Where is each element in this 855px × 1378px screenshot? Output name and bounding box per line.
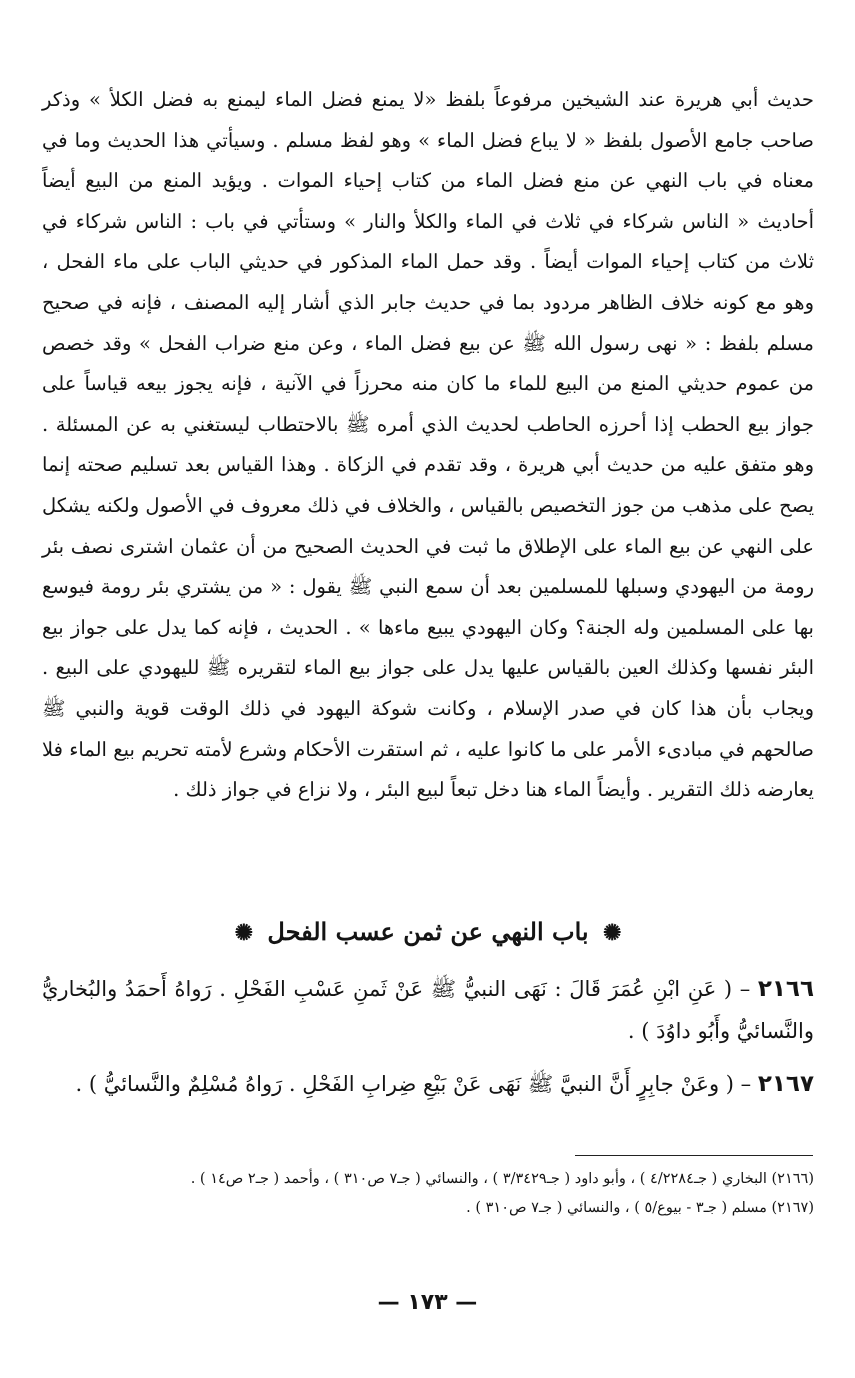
chapter-title: باب النهي عن ثمن عسب الفحل xyxy=(267,917,589,946)
commentary-paragraph: حديث أبي هريرة عند الشيخين مرفوعاً بلفظ «لا يمنع فضل الماء ليمنع به فضل الكلأ » وذكر صاحب جامع الأصول بلفظ « لا يباع فضل الماء » وهو لفظ مسلم . وسيأتي هذا الحديث وما في معناه في باب النهي عن منع فضل الماء من كتاب إحياء الموات . ويؤيد المنع من البيع أيضاً أحاديث « الناس شركاء في ثلاث في الماء والكلأ والنار » وستأتي في باب : الناس شركاء في ثلاث من كتاب إحياء الموات أيضاً . وقد حمل الماء المذكور في حديثي الباب على ماء الفحل ، وهو مع كونه خلاف الظاهر مردود بما في حديث جابر الذي أشار إليه المصنف ، فإنه في صحيح مسلم بلفظ : « نهى رسول الله ﷺ عن بيع فضل الماء ، وعن منع ضراب الفحل » وقد خصص من عموم حديثي المنع من البيع للماء ما كان منه محرزاً في الآنية ، فإنه يجوز بيعه قياساً على جواز بيع الحطب إذا أحرزه الحاطب لحديث الذي أمره ﷺ بالاحتطاب ليستغني به عن المسئلة . وهو متفق عليه من حديث أبي هريرة ، وقد تقدم في الزكاة . وهذا القياس بعد تسليم صحته إنما يصح على مذهب من جوز التخصيص بالقياس ، والخلاف في ذلك معروف في الأصول ولكنه يشكل على النهي عن بيع الماء على الإطلاق ما ثبت في الحديث الصحيح من أن عثمان اشترى نصف بئر رومة من اليهودي وسبلها للمسلمين بعد أن سمع النبي ﷺ يقول : « من يشتري بئر رومة فيوسع بها على المسلمين وله الجنة؟ وكان اليهودي يبيع ماءها » . الحديث ، فإنه كما يدل على جواز بيع البئر نفسها وكذلك العين بالقياس عليها يدل على جواز بيع الماء لتقريره ﷺ لليهودي على البيع . ويجاب بأن هذا كان في صدر الإسلام ، وكانت شوكة اليهود في ذلك الوقت قوية والنبي ﷺ صالحهم في مبادىء الأمر على ما كانوا عليه ، ثم استقرت الأحكام وشرع لأمته تحريم بيع الماء فلا يعارضه ذلك التقرير . وأيضاً الماء هنا دخل تبعاً لبيع البئر ، ولا نزاع في جواز ذلك . xyxy=(42,88,814,802)
footnote: (٢١٦٦) البخاري ( جـ٤/٢٢٨٤ ) ، وأبو داود ( جـ٣/٣٤٢٩ ) ، والنسائي ( جـ٧ ص٣١٠ ) ، وأحمد ( جـ٢ ص١٤ ) . xyxy=(190,1171,814,1187)
star-ornament-icon: ✺ xyxy=(234,920,254,946)
footnote: (٢١٦٧) مسلم ( جـ٣ - بيوع/٥ ) ، والنسائي ( جـ٧ ص٣١٠ ) . xyxy=(466,1200,814,1216)
hadith-entry xyxy=(42,968,814,1052)
hadith-text: ( وعَنْ جابِرٍ أَنَّ النبيَّ ﷺ نَهَى عَنْ بَيْعِ ضِرابِ الفَحْلِ . رَواهُ مُسْلِمٌ والنَّسائيُّ ) . xyxy=(75,1072,734,1096)
footnotes xyxy=(42,1165,814,1223)
star-ornament-icon: ✺ xyxy=(602,920,622,946)
hadith-number: ٢١٦٧ xyxy=(757,1071,814,1097)
chapter-heading xyxy=(42,910,814,955)
commentary-text xyxy=(42,80,814,811)
page-number: — ١٧٣ — xyxy=(377,1290,478,1315)
hadith-number: ٢١٦٦ xyxy=(757,976,815,1002)
hadith-dash: – xyxy=(733,1072,758,1096)
hadith-dash: – xyxy=(732,977,758,1001)
hadith-entry xyxy=(42,1063,814,1105)
footnote-divider xyxy=(575,1155,813,1156)
hadith-text: ( عَنِ ابْنِ عُمَرَ قَالَ : نَهَى النبيُّ ﷺ عَنْ ثَمنِ عَسْبِ الفَحْلِ . رَواهُ أَحمَدُ والبُخاريُّ والنَّسائيُّ وأَبُو داوُدَ ) . xyxy=(42,977,814,1043)
